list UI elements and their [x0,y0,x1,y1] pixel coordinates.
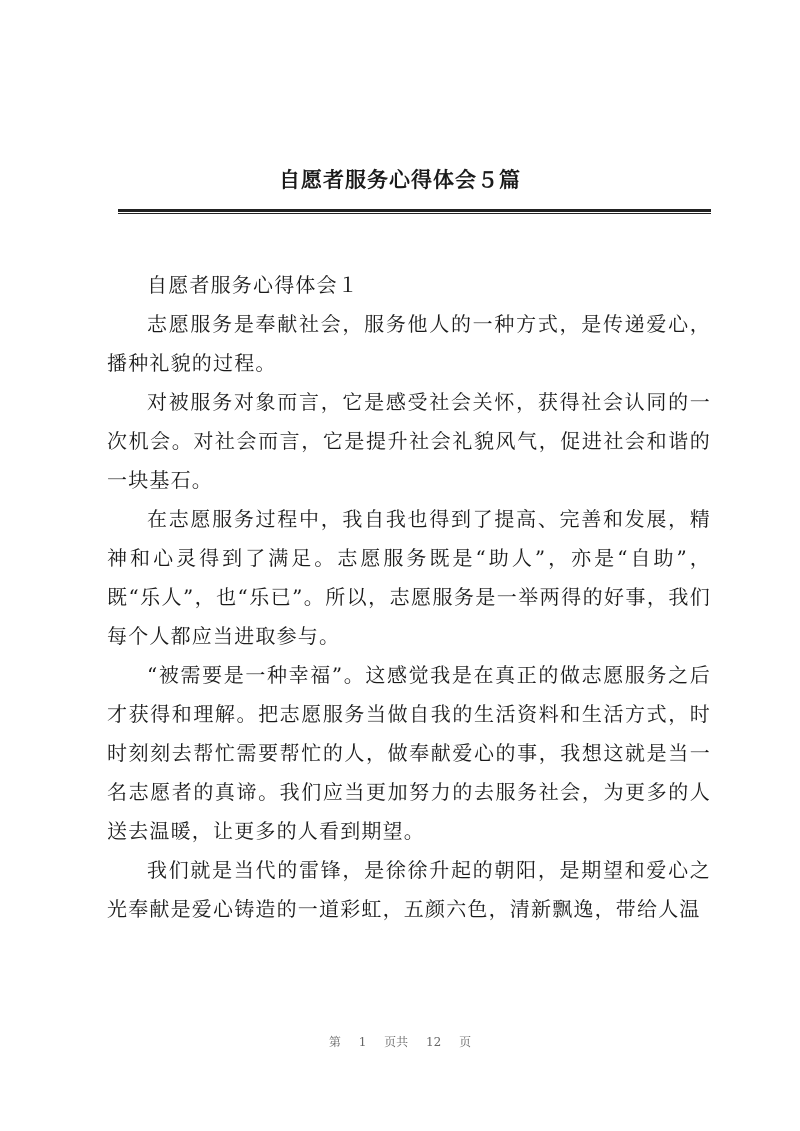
paragraph: 在志愿服务过程中，我自我也得到了提高、完善和发展，精神和心灵得到了满足。志愿服务既是“助人”，亦是“自助”，既“乐人”，也“乐已”。所以，志愿服务是一举两得的好事，我们每个人都应当进取参与。 [107,507,711,648]
footer-suffix: 页 [459,1035,472,1049]
page-footer [0,1033,800,1050]
document-body [107,266,711,929]
paragraph: 自愿者服务心得体会１ [147,273,359,297]
title-divider [118,209,711,214]
footer-middle: 页共 [384,1035,409,1049]
paragraph: 志愿服务是奉献社会，服务他人的一种方式，是传递爱心，播种礼貌的过程。 [107,312,711,375]
footer-current-page: 1 [358,1035,367,1049]
footer-prefix: 第 [328,1035,341,1049]
paragraph: 对被服务对象而言，它是感受社会关怀，获得社会认同的一次机会。对社会而言，它是提升社会礼貌风气，促进社会和谐的一块基石。 [107,390,711,492]
page-title: 自愿者服务心得体会５篇 [279,168,521,192]
footer-total-pages: 12 [426,1035,442,1049]
paragraph: 我们就是当代的雷锋，是徐徐升起的朝阳，是期望和爱心之光奉献是爱心铸造的一道彩虹，五颜六色，清新飘逸，带给人温 [107,858,711,921]
paragraph: “被需要是一种幸福”。这感觉我是在真正的做志愿服务之后才获得和理解。把志愿服务当做自我的生活资料和生活方式，时时刻刻去帮忙需要帮忙的人，做奉献爱心的事，我想这就是当一名志愿者的真谛。我们应当更加努力的去服务社会，为更多的人送去温暖，让更多的人看到期望。 [107,663,711,843]
